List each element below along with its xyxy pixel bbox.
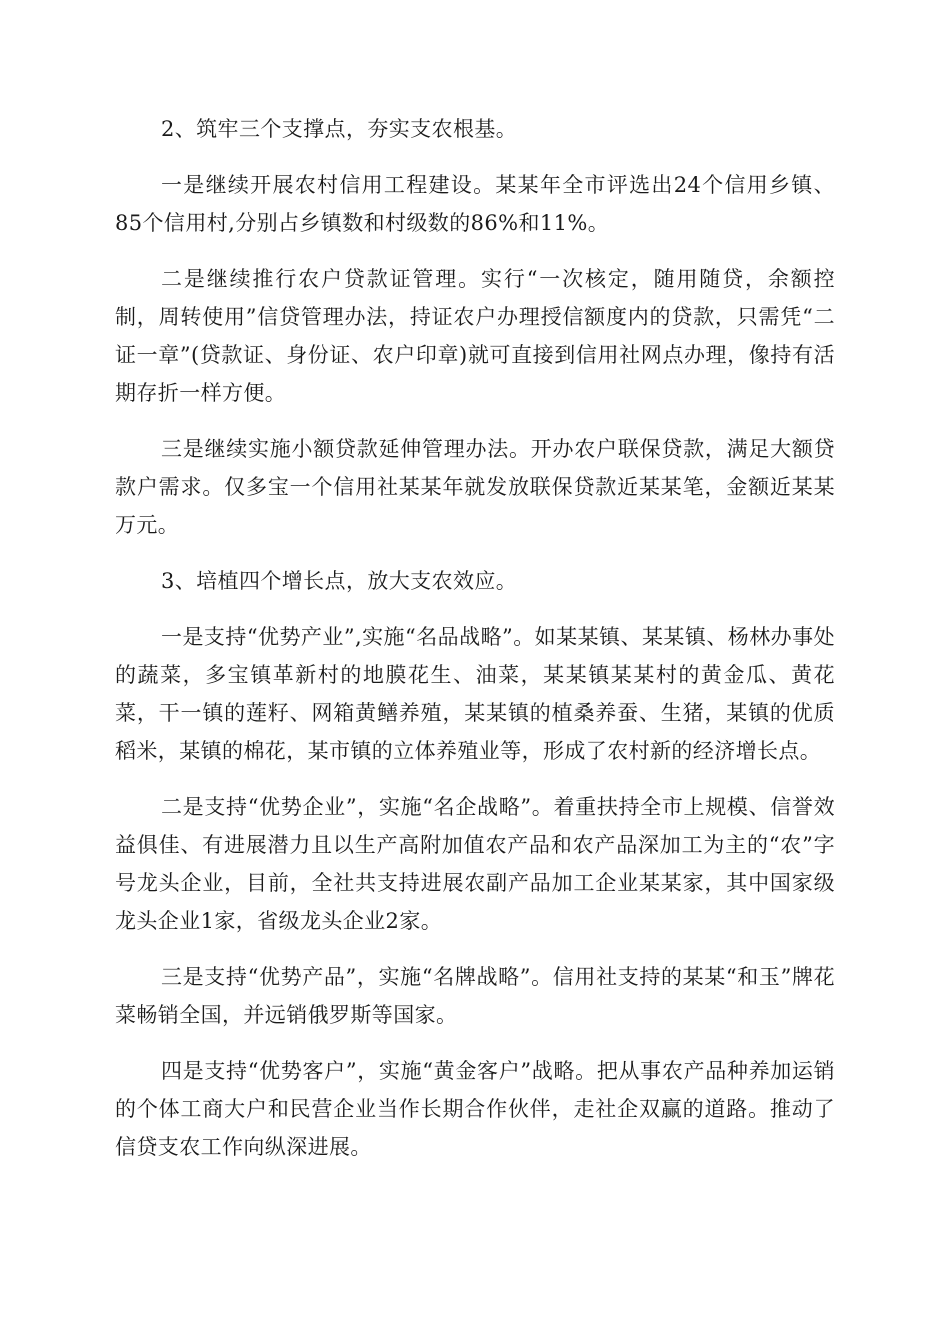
section-heading-3: 3、培植四个增长点，放大支农效应。 [161,569,518,593]
paragraph-advantage-industry: 一是支持“优势产业”,实施“名品战略”。如某某镇、某某镇、杨林办事处的蔬菜，多宝镇革新村的地膜花生、油菜，某某镇某某村的黄金瓜、黄花菜，干一镇的莲籽、网箱黄鳝养殖，某某镇的植桑养蚕、生猪，某镇的优质稻米，某镇的棉花，某市镇的立体养殖业等，形成了农村新的经济增长点。 [115,625,835,763]
paragraph-advantage-product: 三是支持“优势产品”，实施“名牌战略”。信用社支持的某某“和玉”牌花菜畅销全国，并远销俄罗斯等国家。 [115,965,835,1027]
paragraph-microloan: 三是继续实施小额贷款延伸管理办法。开办农户联保贷款，满足大额贷款户需求。仅多宝一个信用社某某年就发放联保贷款近某某笔，金额近某某万元。 [115,437,835,537]
paragraph-advantage-customer: 四是支持“优势客户”，实施“黄金客户”战略。把从事农产品种养加运销的个体工商大户和民营企业当作长期合作伙伴，走社企双赢的道路。推动了信贷支农工作向纵深进展。 [115,1059,835,1159]
paragraph-credit-project: 一是继续开展农村信用工程建设。某某年全市评选出24个信用乡镇、85个信用村,分别占乡镇数和村级数的86%和11%。 [115,173,835,235]
document-page [115,110,835,1184]
paragraph-loan-certificate: 二是继续推行农户贷款证管理。实行“一次核定，随用随贷，余额控制，周转使用”信贷管理办法，持证农户办理授信额度内的贷款，只需凭“二证一章”(贷款证、身份证、农户印章)就可直接到信用社网点办理，像持有活期存折一样方便。 [115,267,835,405]
paragraph-advantage-enterprise: 二是支持“优势企业”，实施“名企战略”。着重扶持全市上规模、信誉效益俱佳、有进展潜力且以生产高附加值农产品和农产品深加工为主的“农”字号龙头企业，目前，全社共支持进展农副产品加工企业某某家，其中国家级龙头企业1家，省级龙头企业2家。 [115,795,835,933]
section-heading-2: 2、筑牢三个支撑点，夯实支农根基。 [161,117,518,141]
